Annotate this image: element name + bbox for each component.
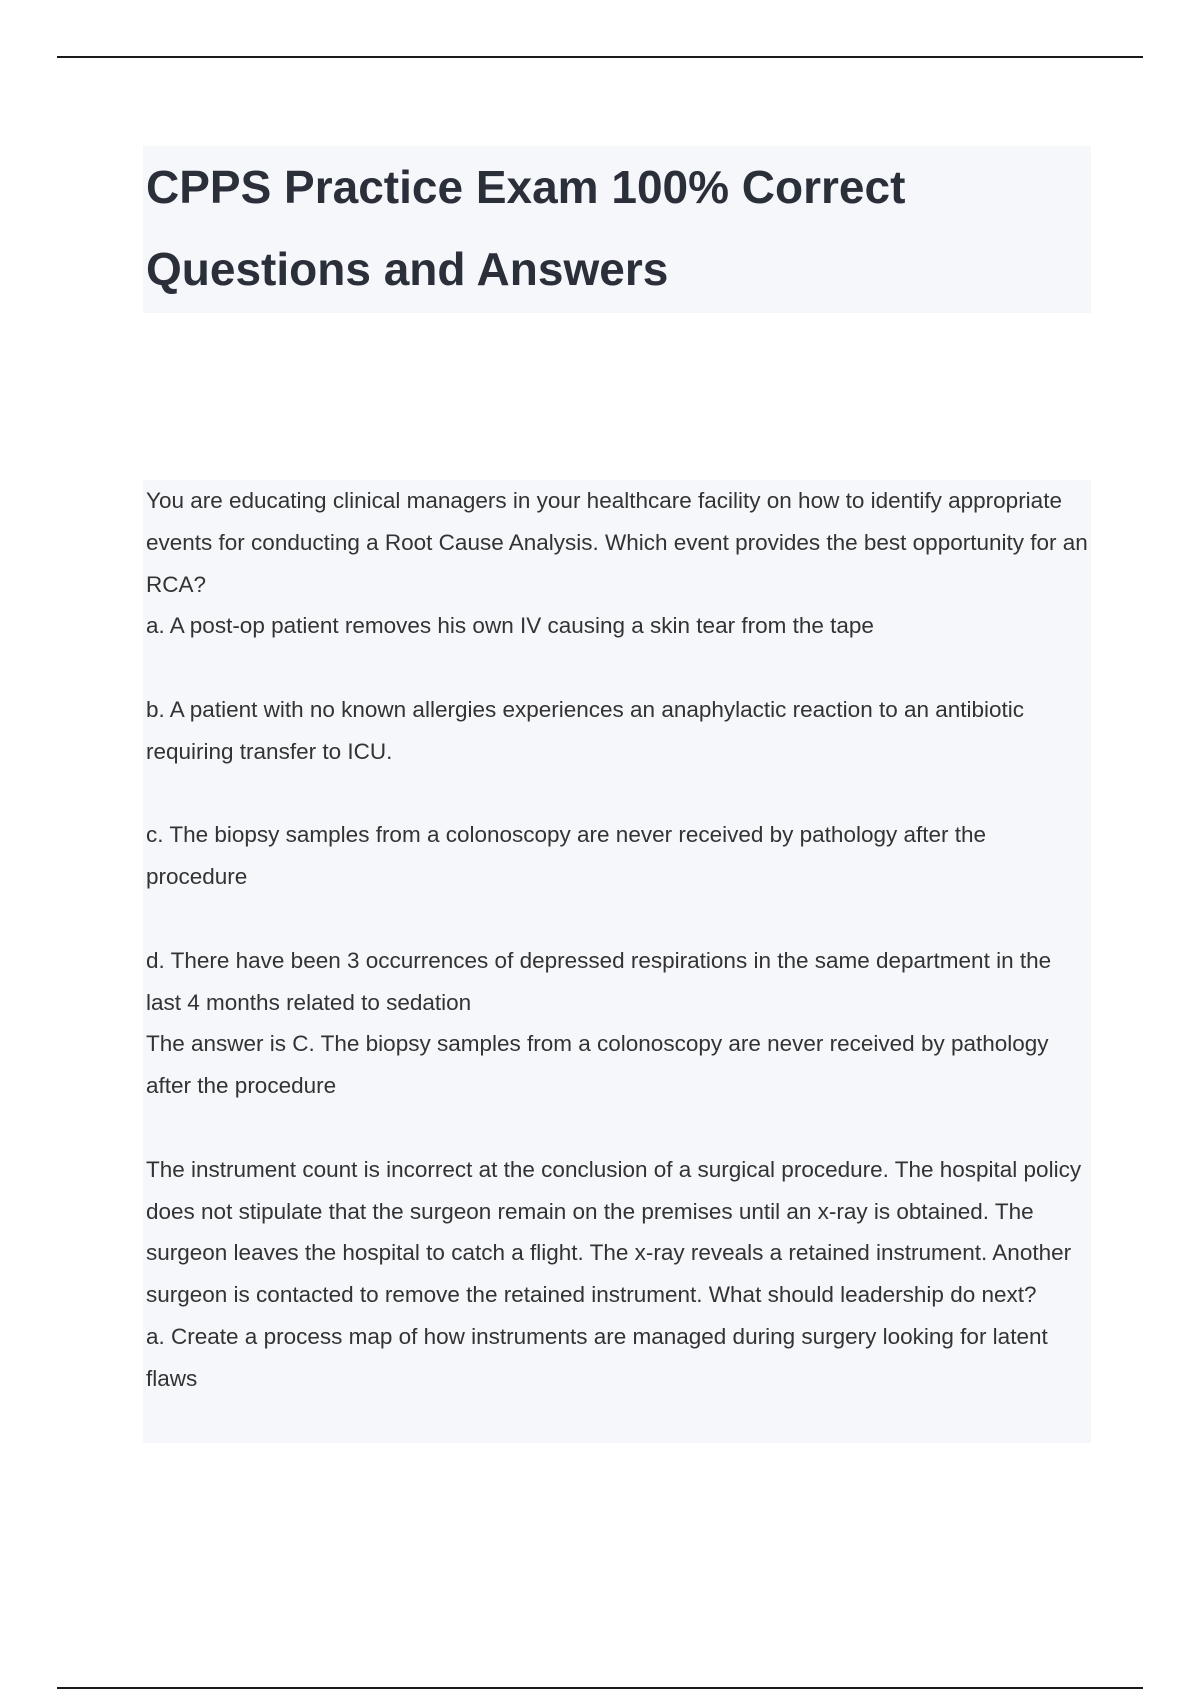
question-2-option-a: a. Create a process map of how instruments are managed during surgery looking for latent flaws bbox=[146, 1323, 1048, 1391]
question-2-stem: The instrument count is incorrect at the conclusion of a surgical procedure. The hospital policy does not stipulate that the surgeon remain on the premises until an x-ray is obtained. The surgeon leaves the hospital to catch a flight. The x-ray reveals a retained instrument. Another surgeon is contacted to remove the retained instrument. What should leadership do next? bbox=[146, 1156, 1082, 1308]
question-1-stem: You are educating clinical managers in your healthcare facility on how to identify appropriate events for conducting a Root Cause Analysis. Which event provides the best opportunity for an RCA? bbox=[146, 488, 1088, 597]
spacer bbox=[146, 647, 1091, 689]
content-block bbox=[143, 480, 1091, 1443]
question-1-option-d: d. There have been 3 occurrences of depressed respirations in the same department in the last 4 months related to sedation bbox=[146, 947, 1052, 1015]
spacer bbox=[146, 1107, 1091, 1149]
document-title-line-2: Questions and Answers bbox=[146, 243, 669, 295]
spacer bbox=[146, 898, 1091, 940]
question-1-option-c: c. The biopsy samples from a colonoscopy are never received by pathology after the procedure bbox=[146, 822, 987, 890]
question-1-option-a: a. A post-op patient removes his own IV causing a skin tear from the tape bbox=[146, 613, 874, 639]
bottom-rule bbox=[57, 1687, 1143, 1689]
question-1-answer: The answer is C. The biopsy samples from a colonoscopy are never received by pathology after the procedure bbox=[146, 1031, 1049, 1099]
document-title-line-1: CPPS Practice Exam 100% Correct bbox=[146, 161, 906, 213]
question-1-option-b: b. A patient with no known allergies experiences an anaphylactic reaction to an antibiotic requiring transfer to ICU. bbox=[146, 696, 1025, 764]
top-rule bbox=[57, 56, 1143, 58]
title-block bbox=[143, 146, 1091, 313]
spacer bbox=[146, 773, 1091, 815]
